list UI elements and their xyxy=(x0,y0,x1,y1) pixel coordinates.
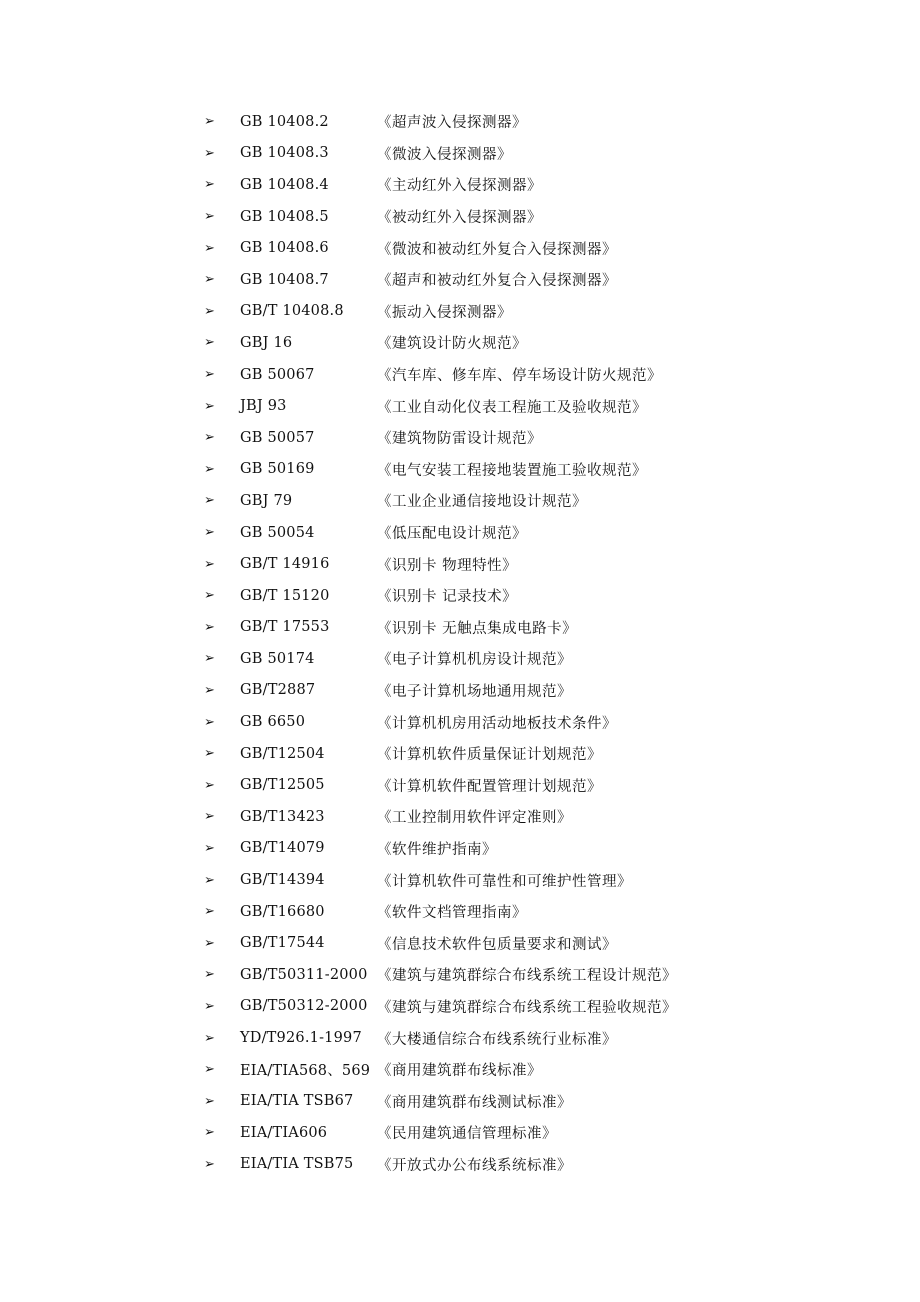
standard-code: GB/T14079 xyxy=(240,840,325,857)
list-item xyxy=(204,927,677,959)
standard-code: GB/T2887 xyxy=(240,682,316,699)
standard-code: GB/T13423 xyxy=(240,808,325,825)
list-item xyxy=(204,864,677,896)
arrow-bullet-icon: ➢ xyxy=(204,1156,215,1172)
standard-code: GB/T 10408.8 xyxy=(240,303,344,320)
standard-code: GBJ 79 xyxy=(240,492,293,509)
list-item xyxy=(204,738,677,770)
standard-code: JBJ 93 xyxy=(240,398,287,415)
standard-code: EIA/TIA606 xyxy=(240,1124,328,1141)
arrow-bullet-icon: ➢ xyxy=(204,588,215,604)
standard-code: GB 6650 xyxy=(240,714,306,731)
standard-title: 《软件文档管理指南》 xyxy=(377,905,527,922)
list-item xyxy=(204,327,677,359)
arrow-bullet-icon: ➢ xyxy=(204,714,215,730)
arrow-bullet-icon: ➢ xyxy=(204,872,215,888)
standard-code: GB 50169 xyxy=(240,461,315,478)
list-item xyxy=(204,232,677,264)
arrow-bullet-icon: ➢ xyxy=(204,1093,215,1109)
arrow-bullet-icon: ➢ xyxy=(204,777,215,793)
list-item xyxy=(204,264,677,296)
standard-code: YD/T926.1-1997 xyxy=(240,1030,362,1047)
list-item xyxy=(204,169,677,201)
list-item xyxy=(204,769,677,801)
standard-code: GB 50174 xyxy=(240,650,315,667)
standard-code: GB/T14394 xyxy=(240,872,325,889)
standard-title: 《工业企业通信接地设计规范》 xyxy=(377,494,587,511)
standard-title: 《微波入侵探测器》 xyxy=(377,146,512,163)
standard-code: GB/T 15120 xyxy=(240,587,330,604)
standard-code: EIA/TIA TSB67 xyxy=(240,1093,354,1110)
standard-code: GB/T12504 xyxy=(240,745,325,762)
list-item xyxy=(204,1149,677,1181)
list-item xyxy=(204,959,677,991)
arrow-bullet-icon: ➢ xyxy=(204,904,215,920)
standard-title: 《微波和被动红外复合入侵探测器》 xyxy=(377,241,617,258)
standard-title: 《被动红外入侵探测器》 xyxy=(377,210,542,227)
standard-code: GB/T 17553 xyxy=(240,619,330,636)
list-item xyxy=(204,422,677,454)
standard-title: 《电子计算机场地通用规范》 xyxy=(377,683,572,700)
standard-title: 《计算机软件配置管理计划规范》 xyxy=(377,778,602,795)
arrow-bullet-icon: ➢ xyxy=(204,303,215,319)
standard-code: GB 10408.3 xyxy=(240,145,329,162)
standard-title: 《电子计算机机房设计规范》 xyxy=(377,652,572,669)
standard-title: 《工业自动化仪表工程施工及验收规范》 xyxy=(377,399,647,416)
standard-code: GB 10408.6 xyxy=(240,240,329,257)
arrow-bullet-icon: ➢ xyxy=(204,240,215,256)
list-item xyxy=(204,643,677,675)
arrow-bullet-icon: ➢ xyxy=(204,998,215,1014)
arrow-bullet-icon: ➢ xyxy=(204,525,215,541)
list-item xyxy=(204,675,677,707)
standard-code: GB/T50311-2000 xyxy=(240,966,368,983)
standard-title: 《建筑与建筑群综合布线系统工程验收规范》 xyxy=(377,999,677,1016)
standard-title: 《工业控制用软件评定准则》 xyxy=(377,810,572,827)
list-item xyxy=(204,138,677,170)
standard-code: EIA/TIA568、569 xyxy=(240,1063,371,1080)
list-item xyxy=(204,1022,677,1054)
standard-title: 《识别卡 无触点集成电路卡》 xyxy=(377,620,578,637)
arrow-bullet-icon: ➢ xyxy=(204,272,215,288)
list-item xyxy=(204,106,677,138)
list-item xyxy=(204,1054,677,1086)
list-item xyxy=(204,612,677,644)
list-item xyxy=(204,801,677,833)
arrow-bullet-icon: ➢ xyxy=(204,1030,215,1046)
standard-title: 《电气安装工程接地装置施工验收规范》 xyxy=(377,462,647,479)
arrow-bullet-icon: ➢ xyxy=(204,682,215,698)
standard-title: 《商用建筑群布线标准》 xyxy=(377,1063,542,1080)
standard-title: 《超声和被动红外复合入侵探测器》 xyxy=(377,273,617,290)
list-item xyxy=(204,485,677,517)
arrow-bullet-icon: ➢ xyxy=(204,430,215,446)
standard-code: GB 10408.4 xyxy=(240,176,329,193)
standard-title: 《大楼通信综合布线系统行业标准》 xyxy=(377,1031,617,1048)
arrow-bullet-icon: ➢ xyxy=(204,840,215,856)
arrow-bullet-icon: ➢ xyxy=(204,619,215,635)
standard-code: GB 50054 xyxy=(240,524,315,541)
standard-title: 《识别卡 记录技术》 xyxy=(377,589,518,606)
standard-code: GB 10408.2 xyxy=(240,113,329,130)
standard-code: GB/T12505 xyxy=(240,777,325,794)
standard-title: 《建筑物防雷设计规范》 xyxy=(377,431,542,448)
arrow-bullet-icon: ➢ xyxy=(204,335,215,351)
list-item xyxy=(204,706,677,738)
standard-title: 《建筑与建筑群综合布线系统工程设计规范》 xyxy=(377,968,677,985)
list-item xyxy=(204,548,677,580)
arrow-bullet-icon: ➢ xyxy=(204,177,215,193)
arrow-bullet-icon: ➢ xyxy=(204,398,215,414)
standard-code: EIA/TIA TSB75 xyxy=(240,1156,354,1173)
arrow-bullet-icon: ➢ xyxy=(204,461,215,477)
list-item xyxy=(204,359,677,391)
list-item xyxy=(204,296,677,328)
arrow-bullet-icon: ➢ xyxy=(204,1125,215,1141)
list-item xyxy=(204,1085,677,1117)
standard-title: 《民用建筑通信管理标准》 xyxy=(377,1126,557,1143)
standard-title: 《识别卡 物理特性》 xyxy=(377,557,518,574)
standard-code: GB/T16680 xyxy=(240,903,325,920)
standard-code: GB 10408.5 xyxy=(240,208,329,225)
standard-code: GB/T17544 xyxy=(240,935,325,952)
standard-code: GB 10408.7 xyxy=(240,271,329,288)
standard-title: 《开放式办公布线系统标准》 xyxy=(377,1157,572,1174)
standards-list xyxy=(204,106,677,1180)
standard-code: GBJ 16 xyxy=(240,334,293,351)
arrow-bullet-icon: ➢ xyxy=(204,556,215,572)
standard-code: GB 50067 xyxy=(240,366,315,383)
arrow-bullet-icon: ➢ xyxy=(204,1062,215,1078)
list-item xyxy=(204,454,677,486)
standard-title: 《商用建筑群布线测试标准》 xyxy=(377,1094,572,1111)
arrow-bullet-icon: ➢ xyxy=(204,651,215,667)
list-item xyxy=(204,833,677,865)
list-item xyxy=(204,991,677,1023)
list-item xyxy=(204,896,677,928)
arrow-bullet-icon: ➢ xyxy=(204,967,215,983)
standard-title: 《软件维护指南》 xyxy=(377,841,497,858)
standard-title: 《汽车库、修车库、停车场设计防火规范》 xyxy=(377,368,662,385)
list-item xyxy=(204,201,677,233)
arrow-bullet-icon: ➢ xyxy=(204,809,215,825)
standard-title: 《超声波入侵探测器》 xyxy=(377,115,527,132)
list-item xyxy=(204,1117,677,1149)
arrow-bullet-icon: ➢ xyxy=(204,209,215,225)
standard-code: GB 50057 xyxy=(240,429,315,446)
standard-code: GB/T50312-2000 xyxy=(240,998,368,1015)
arrow-bullet-icon: ➢ xyxy=(204,746,215,762)
standard-title: 《信息技术软件包质量要求和测试》 xyxy=(377,936,617,953)
standard-title: 《建筑设计防火规范》 xyxy=(377,336,527,353)
standard-title: 《振动入侵探测器》 xyxy=(377,304,512,321)
standard-title: 《主动红外入侵探测器》 xyxy=(377,178,542,195)
arrow-bullet-icon: ➢ xyxy=(204,367,215,383)
standard-title: 《低压配电设计规范》 xyxy=(377,526,527,543)
arrow-bullet-icon: ➢ xyxy=(204,493,215,509)
standard-code: GB/T 14916 xyxy=(240,556,330,573)
list-item xyxy=(204,390,677,422)
standard-title: 《计算机软件质量保证计划规范》 xyxy=(377,747,602,764)
list-item xyxy=(204,517,677,549)
arrow-bullet-icon: ➢ xyxy=(204,145,215,161)
list-item xyxy=(204,580,677,612)
standard-title: 《计算机机房用活动地板技术条件》 xyxy=(377,715,617,732)
standard-title: 《计算机软件可靠性和可维护性管理》 xyxy=(377,873,632,890)
arrow-bullet-icon: ➢ xyxy=(204,114,215,130)
arrow-bullet-icon: ➢ xyxy=(204,935,215,951)
